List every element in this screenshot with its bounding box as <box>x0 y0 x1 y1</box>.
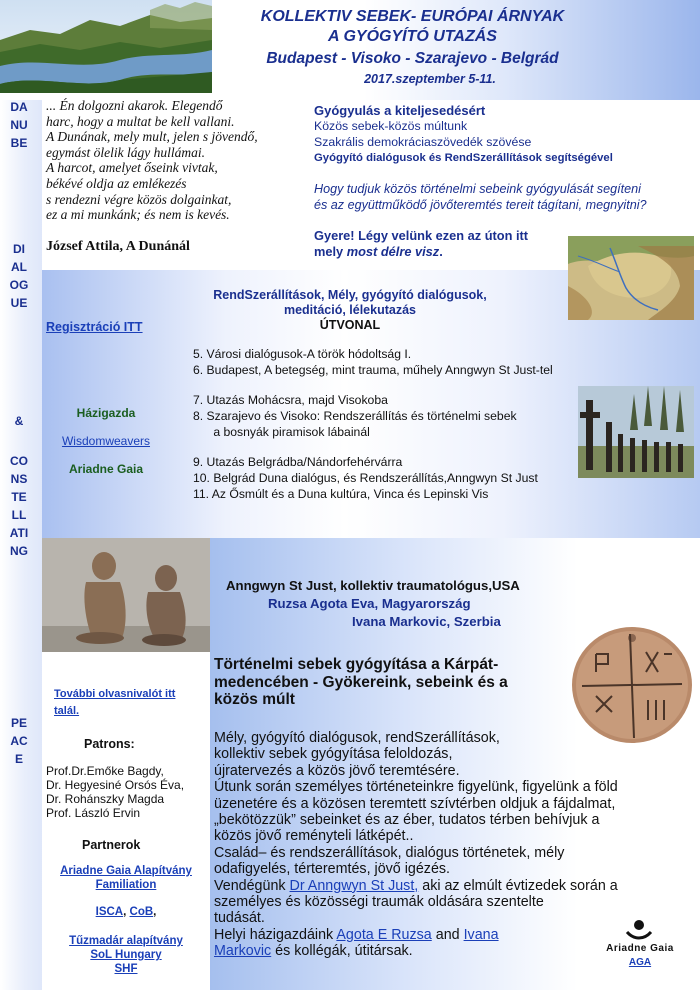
poem-line: ez a mi munkánk; és nem is kevés. <box>46 207 230 223</box>
guest-prefix: Vendégünk <box>214 877 290 894</box>
route-item: 8. Szarajevo és Visoko: Rendszerállítás és történelmi sebek <box>193 409 517 423</box>
speaker-markovic: Ivana Markovic, Szerbia <box>352 614 501 629</box>
route-item: 9. Utazás Belgrádba/Nándorfehérvárra <box>193 455 403 469</box>
body-line: tudását. <box>214 910 265 927</box>
logo-name: Ariadne Gaia <box>606 943 674 954</box>
main-title-line: Történelmi sebek gyógyítása a Kárpát- <box>214 656 499 673</box>
partner1-line2[interactable]: Familiation <box>95 879 157 891</box>
speaker-anngwyn: Anngwyn St Just, kollektiv traumatológus,USA <box>226 578 520 593</box>
body-line: közös jövő reményteli látképét.. <box>214 828 414 845</box>
poem-line: egymást ölelik lágy hullámai. <box>46 144 205 160</box>
registration-link-text[interactable]: Regisztráció ITT <box>46 320 143 334</box>
vertical-word-constellating: CONSTELLATING <box>9 454 29 558</box>
poem-author: József Attila, A Dunánál <box>46 239 190 254</box>
patron-name: Prof.Dr.Emőke Bagdy, <box>46 764 164 778</box>
invite-line1: Gyere! Légy velünk ezen az úton itt <box>314 228 529 243</box>
hosts-and: and <box>431 926 464 943</box>
patron-name: Prof. László Ervin <box>46 806 141 820</box>
guest-suffix: aki az elmúlt évtizedek során a <box>418 877 618 894</box>
vertical-word-peace: PEACE <box>10 716 28 766</box>
main-title-line: medencében - Gyökereink, sebeink és a <box>214 673 508 691</box>
main-article-title <box>214 656 554 709</box>
host-org-link[interactable] <box>46 434 166 448</box>
host-ruzsa-link[interactable]: Agota E Ruzsa <box>336 926 432 943</box>
guest-link[interactable]: Dr Anngwyn St Just, <box>289 877 419 894</box>
route-item: 6. Budapest, A betegség, mint trauma, műhely Anngwyn St Just-tel <box>193 363 553 377</box>
invite-prefix: mely <box>314 244 347 259</box>
body-line-hosts2 <box>214 943 634 959</box>
host-label: Házigazda <box>76 406 136 420</box>
partner1-line1[interactable]: Ariadne Gaia Alapítvány <box>60 865 192 877</box>
partner-ariadne-gaia[interactable] <box>46 864 206 892</box>
main-title-line2: A GYÓGYÍTÓ UTAZÁS <box>328 28 497 45</box>
main-title-line1: KOLLEKTIV SEBEK- EURÓPAI ÁRNYAK <box>260 8 565 25</box>
body-line: személyes és közösségi traumák oldására szentelte <box>214 894 544 911</box>
vertical-word-ampersand: & <box>14 414 24 428</box>
body-line: odafigyelés, térteremtés, jövő igézés. <box>214 861 451 878</box>
poem-line: békévé oldja az emlékezés <box>46 175 187 191</box>
partner-sep: , <box>123 906 130 918</box>
wooden-statues-photo <box>578 386 694 478</box>
partner-isca-cob <box>46 906 206 918</box>
route-item: 10. Belgrád Duna dialógus, és Rendszerállítás,Anngwyn St Just <box>193 471 538 485</box>
patron-name: Dr. Rohánszky Magda <box>46 792 165 806</box>
ariadne-gaia-logo-icon <box>624 918 654 940</box>
body-line-guest <box>214 878 634 894</box>
route-heading-line2: meditáció, lélekutazás <box>283 303 416 317</box>
route-item: a bosnyák piramisok lábainál <box>193 425 370 439</box>
hosts-suffix: és kollégák, útitársak. <box>271 943 413 960</box>
route-heading-line1: RendSzerállítások, Mély, gyógyító dialógusok, <box>213 288 487 302</box>
danube-landscape-photo <box>0 0 212 93</box>
intro-line1: Közös sebek-közös múltunk <box>314 119 468 133</box>
poem-line: s rendezni végre közös dolgainkat, <box>46 191 232 207</box>
host-org-link-text[interactable]: Wisdomweavers <box>61 434 151 448</box>
partner3-line3[interactable]: SHF <box>114 963 138 975</box>
body-line: újratervezés a közös jövő teremtésére. <box>214 762 460 779</box>
route-item: 5. Városi dialógusok-A török hódoltság I. <box>193 347 412 361</box>
speaker-ruzsa: Ruzsa Agota Eva, Magyarország <box>268 596 471 611</box>
body-line: Család– és rendszerállítások, dialógus történetek, mély <box>214 844 565 861</box>
body-line: Útunk során személyes történeteinkre figyelünk, figyelünk a föld <box>214 779 618 796</box>
intro-heading: Gyógyulás a kiteljesedésért <box>314 103 486 118</box>
body-line: „bekötözzük” sebeinket és az éber, tudatos térben behívjuk a <box>214 812 600 829</box>
body-line: üzenetére és a közösen teremtett szívtérben oldjuk a fájdalmat, <box>214 795 616 812</box>
body-line-hosts <box>214 927 634 943</box>
poem-line: A Dunának, mely mult, jelen s jövendő, <box>46 129 258 145</box>
more-reading-line2[interactable]: talál. <box>54 705 80 717</box>
route-cities: Budapest - Visoko - Szarajevo - Belgrád <box>266 50 559 67</box>
intro-line3: Gyógyító dialógusok és RendSzerállítások segítségével <box>314 152 613 164</box>
patrons-list <box>46 764 184 820</box>
partner3-line1[interactable]: Tűzmadár alapítvány <box>69 935 183 947</box>
hosts-prefix: Helyi házigazdáink <box>214 926 337 943</box>
route-item: 7. Utazás Mohácsra, majd Visokoba <box>193 393 388 407</box>
carpathian-map-image <box>568 236 694 320</box>
intro-question-line1: Hogy tudjuk közös történelmi sebeink gyógyulását segíteni <box>314 182 641 196</box>
invite-emphasis: most délre visz <box>346 244 440 259</box>
host-ivana-link[interactable]: Ivana <box>463 926 499 943</box>
more-reading-line1[interactable]: További olvasnivalót itt <box>54 688 176 700</box>
invite-suffix: . <box>439 244 443 259</box>
body-line: Mély, gyógyító dialógusok, rendSzerállítások, <box>214 730 500 746</box>
registration-link[interactable] <box>46 320 143 334</box>
invite-line2 <box>314 244 443 260</box>
vinca-figurines-photo <box>42 538 210 652</box>
host-name: Ariadne Gaia <box>68 462 144 476</box>
poem-line: A harcot, amelyet őseink vivtak, <box>46 160 218 176</box>
body-line: kollektiv sebek gyógyítása feloldozás, <box>214 746 453 763</box>
patron-name: Dr. Hegyesiné Orsós Éva, <box>46 778 185 792</box>
partner-tuzmadar[interactable] <box>46 934 206 976</box>
vertical-word-dialogue: DIALOGUE <box>9 242 29 310</box>
cob-link[interactable]: CoB <box>129 906 154 918</box>
isca-link[interactable]: ISCA <box>95 906 124 918</box>
aga-link[interactable]: AGA <box>628 957 652 968</box>
clay-tablet-image <box>568 624 696 746</box>
poem-line: ... Én dolgozni akarok. Elegendő <box>46 98 223 113</box>
partner3-line2[interactable]: SoL Hungary <box>90 949 162 961</box>
logo-link[interactable] <box>598 957 682 968</box>
poem <box>46 98 296 223</box>
intro-question-line2: és az együttműködő jövőteremtés tereit tágítani, megnyitni? <box>314 198 647 212</box>
event-date: 2017.szeptember 5-11. <box>364 72 496 86</box>
article-body <box>214 730 634 960</box>
intro-line2: Szakrális demokráciaszövedék szövése <box>314 135 532 149</box>
partners-label: Partnerok <box>82 838 141 852</box>
route-item: 11. Az Ősmúlt és a Duna kultúra, Vinca és Lepinski Vis <box>193 487 489 501</box>
more-reading-link[interactable] <box>54 686 175 720</box>
main-title-line: közös múlt <box>214 691 295 708</box>
vertical-word-danube: DANUBE <box>10 100 28 150</box>
route-heading-line3: ÚTVONAL <box>319 318 381 332</box>
partner-end: , <box>153 906 157 918</box>
poem-line: harc, hogy a multat be kell vallani. <box>46 113 235 129</box>
host-markovic-link[interactable]: Markovic <box>214 943 272 960</box>
patrons-label: Patrons: <box>84 737 135 751</box>
